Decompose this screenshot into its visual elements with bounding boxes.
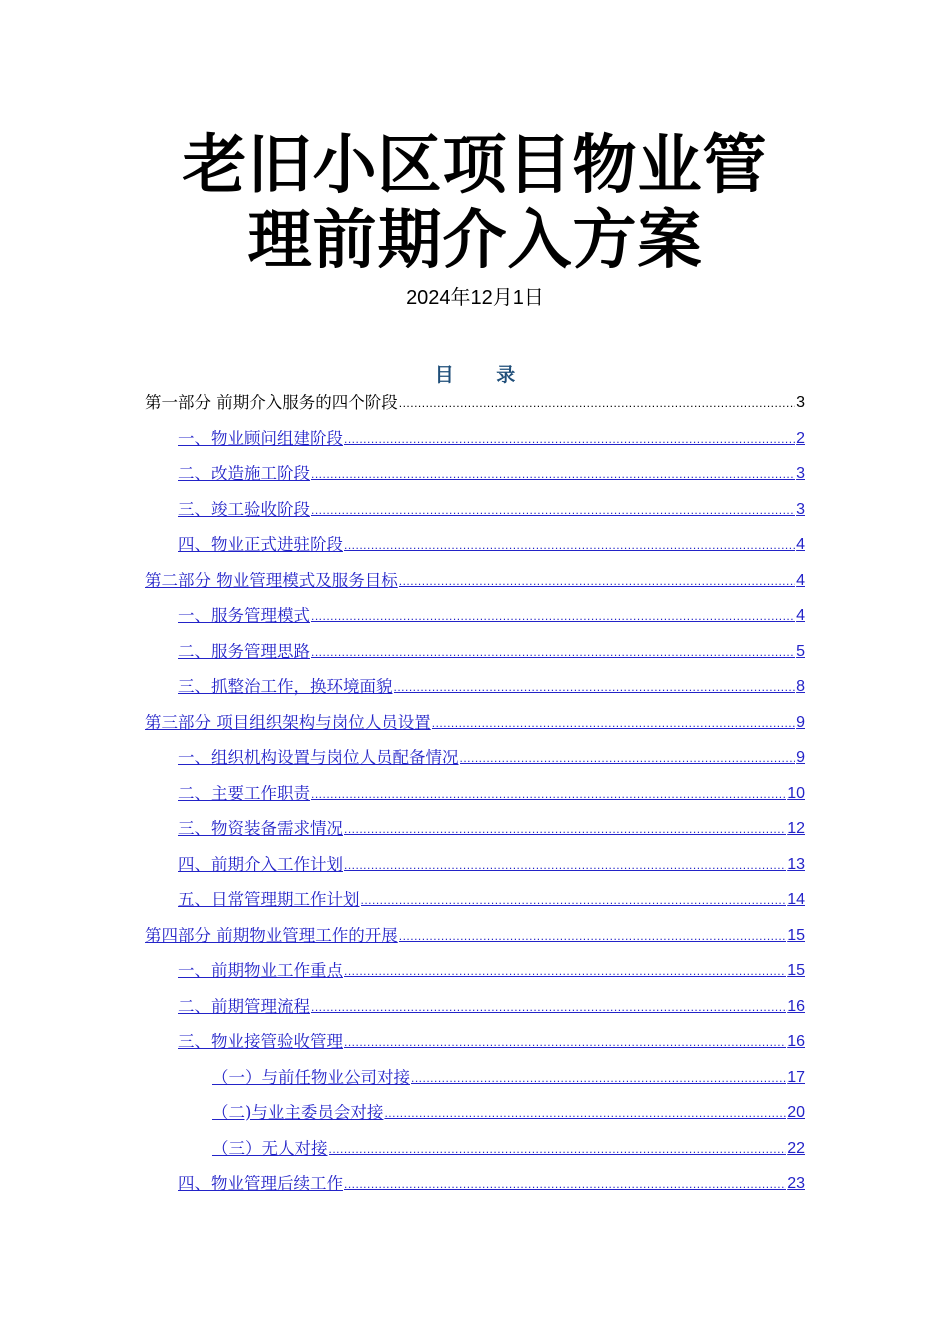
toc-entry-label: （一）与前任物业公司对接 (212, 1067, 410, 1087)
toc-entry-label: 第二部分 物业管理模式及服务目标 (145, 570, 398, 590)
toc-entry-label: 三、竣工验收阶段 (178, 499, 310, 519)
toc-entry[interactable] (178, 461, 805, 485)
toc-dot-leader (394, 678, 796, 696)
toc-dot-leader (311, 501, 795, 519)
toc-dot-leader (344, 430, 795, 448)
toc-dot-leader (311, 998, 786, 1016)
toc-entry-label: 第四部分 前期物业管理工作的开展 (145, 925, 398, 945)
toc-entry[interactable] (145, 568, 805, 592)
toc-entry[interactable] (212, 1065, 805, 1089)
toc-dot-leader (344, 856, 786, 874)
toc-entry[interactable] (178, 1029, 805, 1053)
toc-entry[interactable] (178, 497, 805, 521)
toc-page-number: 4 (796, 536, 805, 553)
toc-entry[interactable] (212, 1136, 805, 1160)
toc-dot-leader (384, 1104, 786, 1122)
toc-page-number: 16 (787, 1033, 805, 1050)
toc-dot-leader (344, 820, 786, 838)
toc-entry-label: 一、前期物业工作重点 (178, 961, 343, 980)
toc-page-number: 22 (787, 1139, 805, 1157)
toc-entry-label: 四、前期介入工作计划 (178, 854, 343, 874)
toc-page-number: 23 (787, 1175, 805, 1192)
toc-entry[interactable] (178, 887, 805, 911)
toc-entry-label: 二、服务管理思路 (178, 641, 310, 661)
toc-page-number: 3 (796, 500, 805, 518)
toc-dot-leader (411, 1069, 786, 1087)
toc-page-number: 3 (796, 465, 805, 482)
toc-entry-label: 二、主要工作职责 (178, 783, 310, 803)
toc-dot-leader (311, 643, 795, 661)
toc-dot-leader (399, 572, 795, 590)
toc-entry-label: （二)与业主委员会对接 (212, 1103, 384, 1122)
toc-page-number: 9 (796, 713, 805, 731)
toc-page-number: 10 (787, 784, 805, 802)
toc-entry-label: 二、前期管理流程 (178, 996, 310, 1016)
toc-entry-label: （三）无人对接 (212, 1138, 328, 1158)
toc-entry[interactable] (178, 639, 805, 663)
toc-entry[interactable] (178, 958, 805, 982)
toc-page-number: 4 (796, 571, 805, 589)
toc-page-number: 12 (787, 820, 805, 837)
toc-dot-leader (460, 749, 796, 767)
toc-heading: 目 录 (434, 364, 534, 386)
toc-entry-label: 一、物业顾问组建阶段 (178, 428, 343, 448)
toc-entry-label: 四、物业正式进驻阶段 (178, 535, 343, 554)
toc-page-number: 15 (787, 926, 805, 944)
toc-entry (145, 390, 805, 414)
toc-entry-label: 第一部分 前期介入服务的四个阶段 (145, 393, 398, 412)
toc-entry-label: 一、服务管理模式 (178, 606, 310, 625)
toc-entry[interactable] (178, 994, 805, 1018)
toc-page-number: 14 (787, 891, 805, 908)
toc-page-number: 20 (787, 1104, 805, 1121)
toc-dot-leader (361, 891, 787, 909)
toc-dot-leader (344, 536, 795, 554)
toc-dot-leader (432, 714, 795, 732)
toc-entry-label: 五、日常管理期工作计划 (178, 890, 360, 909)
toc-entry-label: 二、改造施工阶段 (178, 464, 310, 483)
toc-entry[interactable] (178, 745, 805, 769)
toc-page-number: 4 (796, 607, 805, 624)
toc-entry[interactable] (145, 710, 805, 734)
toc-page-number: 13 (787, 855, 805, 873)
document-title-line-2: 理前期介入方案 (247, 204, 703, 278)
toc-dot-leader (344, 1033, 786, 1051)
toc-entry[interactable] (178, 852, 805, 876)
toc-entry-label: 一、组织机构设置与岗位人员配备情况 (178, 748, 459, 767)
toc-entry-label: 三、抓整治工作，换环境面貌 (178, 677, 393, 696)
toc-entry-label: 第三部分 项目组织架构与岗位人员设置 (145, 712, 431, 732)
toc-entry[interactable] (178, 674, 805, 698)
toc-page-number: 5 (796, 642, 805, 660)
toc-entry[interactable] (178, 816, 805, 840)
toc-entry[interactable] (178, 532, 805, 556)
toc-entry[interactable] (178, 1171, 805, 1195)
toc-page-number: 2 (796, 429, 805, 447)
toc-dot-leader (399, 927, 786, 945)
toc-entry[interactable] (212, 1100, 805, 1124)
toc-entry[interactable] (178, 781, 805, 805)
toc-page-number: 9 (796, 749, 805, 766)
toc-dot-leader (399, 394, 795, 412)
document-date: 2024年12月1日 (406, 287, 544, 309)
toc-dot-leader (311, 607, 795, 625)
toc-dot-leader (329, 1140, 787, 1158)
toc-page-number: 8 (796, 678, 805, 695)
toc-entry[interactable] (178, 603, 805, 627)
document-title-line-1: 老旧小区项目物业管 (182, 129, 768, 203)
toc-dot-leader (311, 785, 786, 803)
toc-entry-label: 三、物资装备需求情况 (178, 819, 343, 838)
toc-entry[interactable] (145, 923, 805, 947)
toc-dot-leader (311, 465, 795, 483)
toc-dot-leader (344, 962, 786, 980)
toc-entry[interactable] (178, 426, 805, 450)
toc-page-number: 3 (796, 394, 805, 411)
toc-dot-leader (344, 1175, 786, 1193)
toc-entry-label: 三、物业接管验收管理 (178, 1032, 343, 1051)
toc-page-number: 17 (787, 1068, 805, 1086)
toc-entry-label: 四、物业管理后续工作 (178, 1174, 343, 1193)
toc-page-number: 16 (787, 997, 805, 1015)
toc-page-number: 15 (787, 962, 805, 979)
